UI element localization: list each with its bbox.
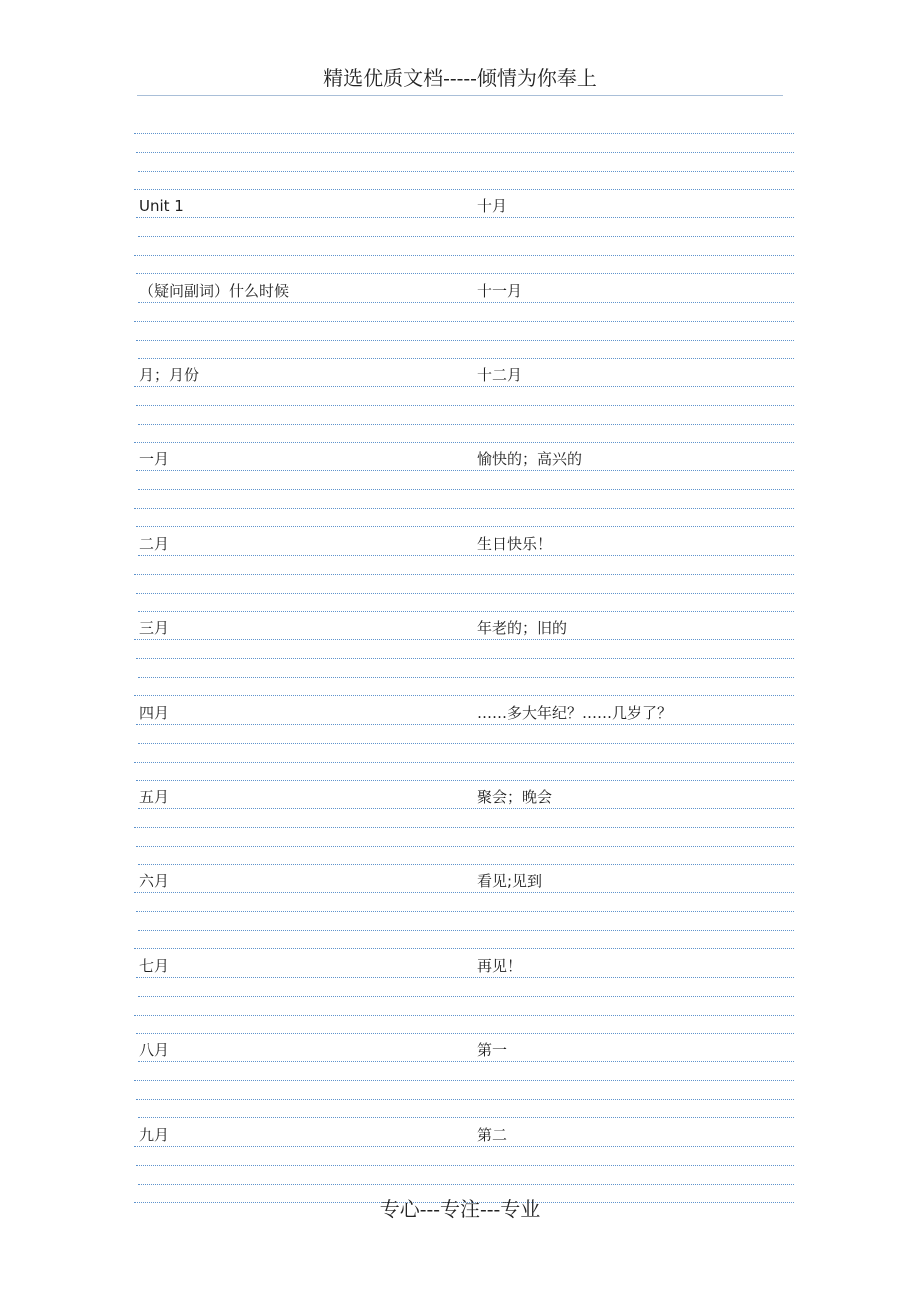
ruled-line xyxy=(136,658,794,659)
term-right: 生日快乐！ xyxy=(477,535,553,553)
term-right: 十二月 xyxy=(477,366,523,384)
ruled-line xyxy=(138,358,794,359)
list-item xyxy=(0,872,920,890)
term-left: 六月 xyxy=(139,872,170,890)
term-left: 一月 xyxy=(139,450,170,468)
ruled-line xyxy=(138,677,794,678)
ruled-line xyxy=(134,133,794,134)
list-item xyxy=(0,366,920,384)
term-right: 看见;见到 xyxy=(477,872,543,890)
ruled-line xyxy=(136,152,794,153)
list-item xyxy=(0,535,920,553)
term-right: 第一 xyxy=(477,1041,508,1059)
ruled-line xyxy=(134,695,794,696)
ruled-line xyxy=(134,1146,794,1147)
ruled-line xyxy=(138,1117,794,1118)
ruled-line xyxy=(134,892,794,893)
ruled-line xyxy=(134,948,794,949)
term-right: 年老的；旧的 xyxy=(477,619,568,637)
list-item xyxy=(0,1126,920,1144)
list-item xyxy=(0,704,920,722)
ruled-line xyxy=(138,996,794,997)
ruled-line xyxy=(136,526,794,527)
term-right: 聚会；晚会 xyxy=(477,788,553,806)
ruled-line xyxy=(138,236,794,237)
header-rule xyxy=(137,95,783,96)
ruled-line xyxy=(134,189,794,190)
term-left: 四月 xyxy=(139,704,170,722)
ruled-line xyxy=(138,743,794,744)
ruled-line xyxy=(134,442,794,443)
term-left: 二月 xyxy=(139,535,170,553)
list-item xyxy=(0,957,920,975)
term-right: 再见！ xyxy=(477,957,523,975)
ruled-line xyxy=(136,273,794,274)
term-right: 十一月 xyxy=(477,282,523,300)
ruled-line xyxy=(134,574,794,575)
ruled-line xyxy=(136,911,794,912)
ruled-line xyxy=(136,405,794,406)
ruled-line xyxy=(138,302,794,303)
list-item xyxy=(0,197,920,215)
term-left: （疑问副词）什么时候 xyxy=(139,282,290,300)
ruled-line xyxy=(138,1184,794,1185)
term-left: Unit 1 xyxy=(139,197,184,215)
ruled-line xyxy=(138,808,794,809)
ruled-line xyxy=(138,930,794,931)
ruled-line xyxy=(136,593,794,594)
ruled-line xyxy=(134,508,794,509)
term-right: ……多大年纪？……几岁了？ xyxy=(477,704,673,722)
ruled-line xyxy=(138,555,794,556)
list-item xyxy=(0,619,920,637)
term-left: 月；月份 xyxy=(139,366,200,384)
term-right: 第二 xyxy=(477,1126,508,1144)
ruled-line xyxy=(138,171,794,172)
ruled-line xyxy=(134,255,794,256)
header-title: 精选优质文档-----倾情为你奉上 xyxy=(323,66,597,90)
ruled-line xyxy=(136,977,794,978)
ruled-line xyxy=(136,846,794,847)
term-left: 五月 xyxy=(139,788,170,806)
ruled-line xyxy=(138,1061,794,1062)
ruled-line xyxy=(134,1080,794,1081)
term-left: 九月 xyxy=(139,1126,170,1144)
ruled-line xyxy=(138,489,794,490)
ruled-line xyxy=(134,762,794,763)
ruled-line xyxy=(136,1099,794,1100)
ruled-line xyxy=(136,1165,794,1166)
ruled-line xyxy=(136,724,794,725)
ruled-line xyxy=(134,321,794,322)
list-item xyxy=(0,282,920,300)
term-right: 愉快的；高兴的 xyxy=(477,450,583,468)
ruled-line xyxy=(138,424,794,425)
term-right: 十月 xyxy=(477,197,508,215)
list-item xyxy=(0,788,920,806)
page-footer: 专心---专注---专业 xyxy=(379,1197,541,1221)
list-item xyxy=(0,1041,920,1059)
ruled-line xyxy=(136,340,794,341)
ruled-line xyxy=(138,611,794,612)
term-left: 三月 xyxy=(139,619,170,637)
term-left: 七月 xyxy=(139,957,170,975)
ruled-line xyxy=(138,864,794,865)
ruled-line xyxy=(136,780,794,781)
ruled-line xyxy=(134,827,794,828)
ruled-line xyxy=(136,217,794,218)
ruled-line xyxy=(136,1033,794,1034)
ruled-line xyxy=(134,639,794,640)
list-item xyxy=(0,450,920,468)
term-left: 八月 xyxy=(139,1041,170,1059)
ruled-line xyxy=(134,1015,794,1016)
ruled-line xyxy=(136,470,794,471)
ruled-line xyxy=(134,386,794,387)
